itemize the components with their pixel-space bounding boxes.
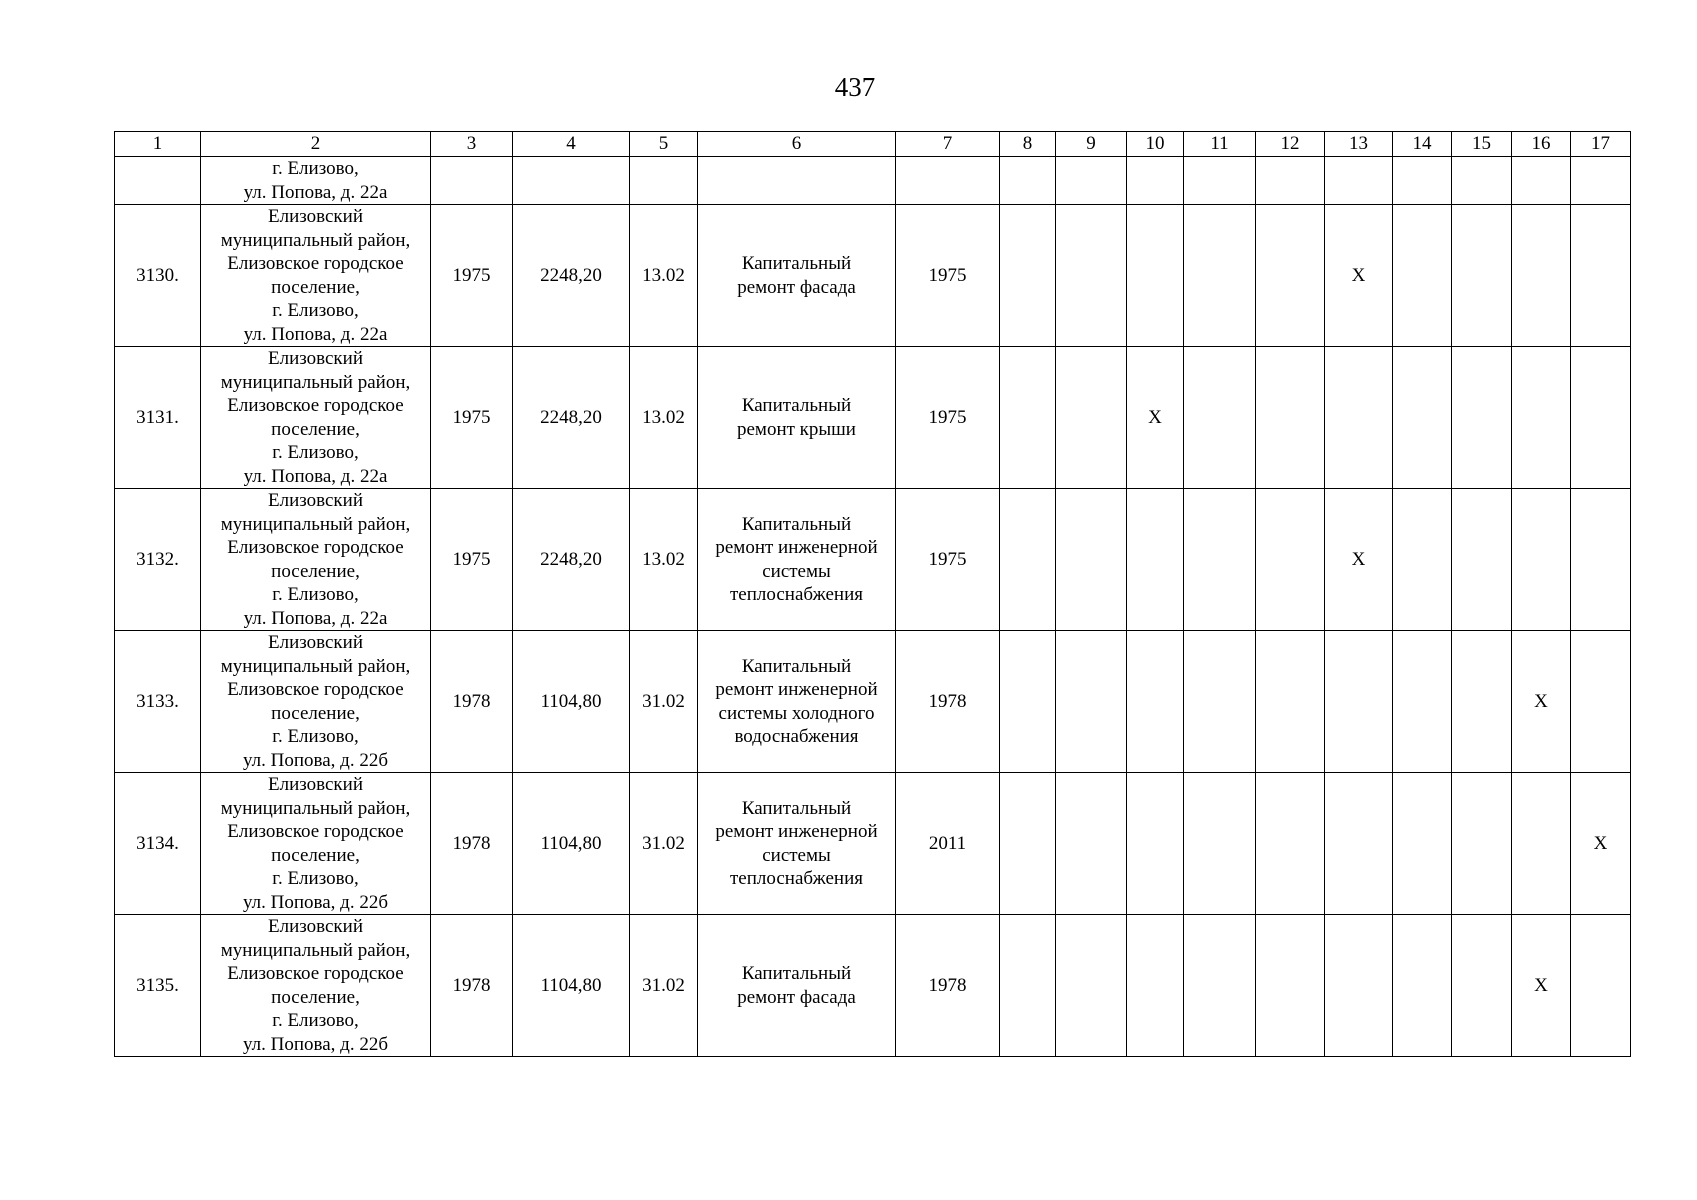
cell-address-line: г. Елизово, [272, 868, 359, 889]
cell-address-line: ул. Попова, д. 22а [243, 607, 388, 629]
cell-work-line: системы [762, 844, 831, 866]
cell-work-line: теплоснабжения [730, 584, 863, 605]
cell-work-line: ремонт фасада [737, 986, 856, 1008]
cell-year7: 1975 [896, 205, 1000, 347]
page-number: 437 [834, 72, 876, 102]
cell-work-line: водоснабжения [734, 726, 859, 747]
table-row [115, 347, 1631, 489]
cell-work-line: ремонт крыши [737, 418, 856, 440]
cell-area: 1104,80 [513, 773, 630, 915]
cell-work-line: ремонт инженерной [715, 821, 878, 842]
cell-area: 1104,80 [513, 631, 630, 773]
cell-code: 31.02 [630, 631, 698, 773]
cell-address-line: Елизовское городское [227, 963, 404, 984]
cell-address-line: муниципальный район, [220, 229, 411, 251]
cell-mark [1571, 205, 1631, 347]
cell-mark [1056, 773, 1127, 915]
column-header: 1 [115, 132, 201, 157]
cell-address-line: поселение, [271, 844, 360, 866]
cell-year7: 1978 [896, 915, 1000, 1057]
table-row [115, 205, 1631, 347]
cell-work [698, 773, 896, 915]
cell-mark: X [1325, 205, 1393, 347]
cell-year: 1975 [431, 489, 513, 631]
cell-mark [1127, 489, 1184, 631]
cell-work-line: Капитальный [741, 513, 852, 535]
cell-address-line: поселение, [271, 418, 360, 440]
cell-address-line: г. Елизово, [272, 726, 359, 747]
cell-work-line: Капитальный [741, 655, 852, 677]
cell-work-line: Капитальный [741, 797, 852, 819]
cell-mark [1393, 773, 1452, 915]
cell-mark [1452, 915, 1512, 1057]
cell-mark [1512, 205, 1571, 347]
cell-code: 13.02 [630, 205, 698, 347]
cell-mark [1393, 631, 1452, 773]
cell-work-line: Капитальный [741, 963, 852, 984]
cell-area: 2248,20 [513, 347, 630, 489]
cell-mark [1512, 489, 1571, 631]
cell-mark [1127, 631, 1184, 773]
cell-mark [1127, 915, 1184, 1057]
cell-address-line: Елизовский [267, 774, 363, 795]
cell-address [201, 489, 431, 631]
cell-mark [1056, 205, 1127, 347]
cell-address-line: Елизовский [267, 490, 363, 511]
cell-mark [1256, 489, 1325, 631]
cell-number: 3133. [115, 631, 201, 773]
column-header: 6 [698, 132, 896, 157]
cell-mark [1056, 347, 1127, 489]
column-header: 5 [630, 132, 698, 157]
cell-address-line: ул. Попова, д. 22б [242, 891, 389, 913]
cell-mark [1256, 915, 1325, 1057]
table-row [115, 773, 1631, 915]
cell-address [201, 631, 431, 773]
cell-code: 31.02 [630, 915, 698, 1057]
cell-mark [1184, 347, 1256, 489]
cell-area: 2248,20 [513, 489, 630, 631]
cell-mark [1452, 631, 1512, 773]
cell-work-line: Капитальный [741, 253, 852, 274]
cell-year: 1975 [431, 347, 513, 489]
cell-year: 1975 [431, 205, 513, 347]
cell-number: 3134. [115, 773, 201, 915]
cell-work [698, 915, 896, 1057]
cell-address-line: Елизовское городское [227, 679, 404, 700]
cell-address-line: ул. Попова, д. 22а [243, 465, 388, 487]
cell-mark: X [1127, 347, 1184, 489]
column-header: 15 [1452, 132, 1512, 157]
cell-mark [1325, 347, 1393, 489]
cell-work-line: Капитальный [741, 395, 852, 416]
column-header: 16 [1512, 132, 1571, 157]
cell-year7: 2011 [896, 773, 1000, 915]
cell-code: 31.02 [630, 773, 698, 915]
cell-number: 3132. [115, 489, 201, 631]
cell-mark [1325, 915, 1393, 1057]
cell-mark [1184, 205, 1256, 347]
register-table [114, 131, 1631, 1057]
cell-address-line: Елизовское городское [227, 537, 404, 558]
cell-number [115, 157, 201, 205]
cell-mark [1256, 773, 1325, 915]
cell-number: 3130. [115, 205, 201, 347]
cell-work-line: системы [762, 560, 831, 582]
column-header: 3 [431, 132, 513, 157]
cell-area: 1104,80 [513, 915, 630, 1057]
column-header: 8 [1000, 132, 1056, 157]
cell-address-line: ул. Попова, д. 22б [242, 1033, 389, 1055]
cell-address-line: Елизовский [267, 206, 363, 227]
cell-address [201, 773, 431, 915]
cell-work-line: ремонт фасада [737, 276, 856, 298]
cell-mark [1256, 205, 1325, 347]
column-header: 4 [513, 132, 630, 157]
cell-address-line: Елизовский [267, 632, 363, 653]
cell-year: 1978 [431, 773, 513, 915]
cell-code: 13.02 [630, 489, 698, 631]
cell-address-line: поселение, [271, 702, 360, 724]
cell-year: 1978 [431, 915, 513, 1057]
cell-address [201, 915, 431, 1057]
cell-address-line: ул. Попова, д. 22а [243, 323, 388, 345]
cell-address-line: Елизовское городское [227, 821, 404, 842]
cell-work [698, 347, 896, 489]
cell-mark [1452, 205, 1512, 347]
cell-work-line: ремонт инженерной [715, 679, 878, 700]
cell-mark [1056, 489, 1127, 631]
cell-address [201, 347, 431, 489]
cell-mark [1393, 205, 1452, 347]
cell-address-line: муниципальный район, [220, 655, 411, 677]
column-header: 13 [1325, 132, 1393, 157]
cell-mark [1571, 915, 1631, 1057]
table-row [115, 915, 1631, 1057]
column-header: 17 [1571, 132, 1631, 157]
cell-mark [1256, 347, 1325, 489]
column-header: 7 [896, 132, 1000, 157]
cell-mark [1256, 631, 1325, 773]
cell-address-line: Елизовское городское [227, 253, 404, 274]
cell-mark [1393, 915, 1452, 1057]
table-row [115, 631, 1631, 773]
cell-mark [1127, 773, 1184, 915]
cell-address-line: поселение, [271, 560, 360, 582]
column-header: 2 [201, 132, 431, 157]
cell-mark [1127, 205, 1184, 347]
column-header: 14 [1393, 132, 1452, 157]
cell-work-line: ремонт инженерной [715, 537, 878, 558]
cell-code: 13.02 [630, 347, 698, 489]
cell-mark: X [1571, 773, 1631, 915]
cell-mark [1000, 773, 1056, 915]
cell-mark [1571, 631, 1631, 773]
cell-address-line: муниципальный район, [220, 939, 411, 961]
cell-number: 3131. [115, 347, 201, 489]
cell-mark [1000, 631, 1056, 773]
cell-address-line: г. Елизово, [272, 300, 359, 321]
cell-mark: X [1512, 631, 1571, 773]
column-header: 11 [1184, 132, 1256, 157]
cell-address [201, 205, 431, 347]
cell-address-line: Елизовское городское [227, 395, 404, 416]
cell-work [698, 489, 896, 631]
cell-mark [1000, 205, 1056, 347]
cell-year: 1978 [431, 631, 513, 773]
cell-mark [1056, 631, 1127, 773]
cell-mark [1000, 347, 1056, 489]
cell-area: 2248,20 [513, 205, 630, 347]
cell-mark [1325, 631, 1393, 773]
cell-address [201, 157, 431, 205]
cell-work [698, 205, 896, 347]
cell-address-line: г. Елизово, [272, 584, 359, 605]
cell-address-line: г. Елизово, [272, 442, 359, 463]
cell-mark [1452, 489, 1512, 631]
cell-mark [1056, 915, 1127, 1057]
cell-mark [1000, 915, 1056, 1057]
cell-work-line: теплоснабжения [730, 868, 863, 889]
cell-mark [1452, 773, 1512, 915]
cell-year7: 1978 [896, 631, 1000, 773]
cell-mark [1184, 915, 1256, 1057]
cell-mark [1571, 489, 1631, 631]
cell-work [698, 631, 896, 773]
continuation-row [115, 157, 1631, 205]
cell-mark [1393, 347, 1452, 489]
cell-mark [1571, 347, 1631, 489]
column-header: 12 [1256, 132, 1325, 157]
cell-mark [1512, 773, 1571, 915]
cell-mark [1184, 631, 1256, 773]
cell-year7: 1975 [896, 347, 1000, 489]
cell-mark [1000, 489, 1056, 631]
address-line: ул. Попова, д. 22а [243, 181, 388, 203]
address-line: г. Елизово, [272, 158, 359, 179]
cell-mark: X [1512, 915, 1571, 1057]
cell-address-line: поселение, [271, 276, 360, 298]
cell-address-line: Елизовский [267, 348, 363, 369]
column-header: 9 [1056, 132, 1127, 157]
cell-mark [1184, 489, 1256, 631]
cell-mark [1393, 489, 1452, 631]
cell-work-line: системы холодного [718, 702, 875, 724]
cell-mark [1325, 773, 1393, 915]
cell-year7: 1975 [896, 489, 1000, 631]
header-row [115, 132, 1631, 157]
table-row [115, 489, 1631, 631]
cell-mark [1184, 773, 1256, 915]
column-header: 10 [1127, 132, 1184, 157]
cell-mark: X [1325, 489, 1393, 631]
cell-mark [1512, 347, 1571, 489]
cell-number: 3135. [115, 915, 201, 1057]
cell-address-line: поселение, [271, 986, 360, 1008]
cell-address-line: муниципальный район, [220, 371, 411, 393]
cell-address-line: Елизовский [267, 916, 363, 937]
cell-address-line: муниципальный район, [220, 797, 411, 819]
cell-address-line: г. Елизово, [272, 1010, 359, 1031]
cell-address-line: муниципальный район, [220, 513, 411, 535]
cell-mark [1452, 347, 1512, 489]
cell-address-line: ул. Попова, д. 22б [242, 749, 389, 771]
